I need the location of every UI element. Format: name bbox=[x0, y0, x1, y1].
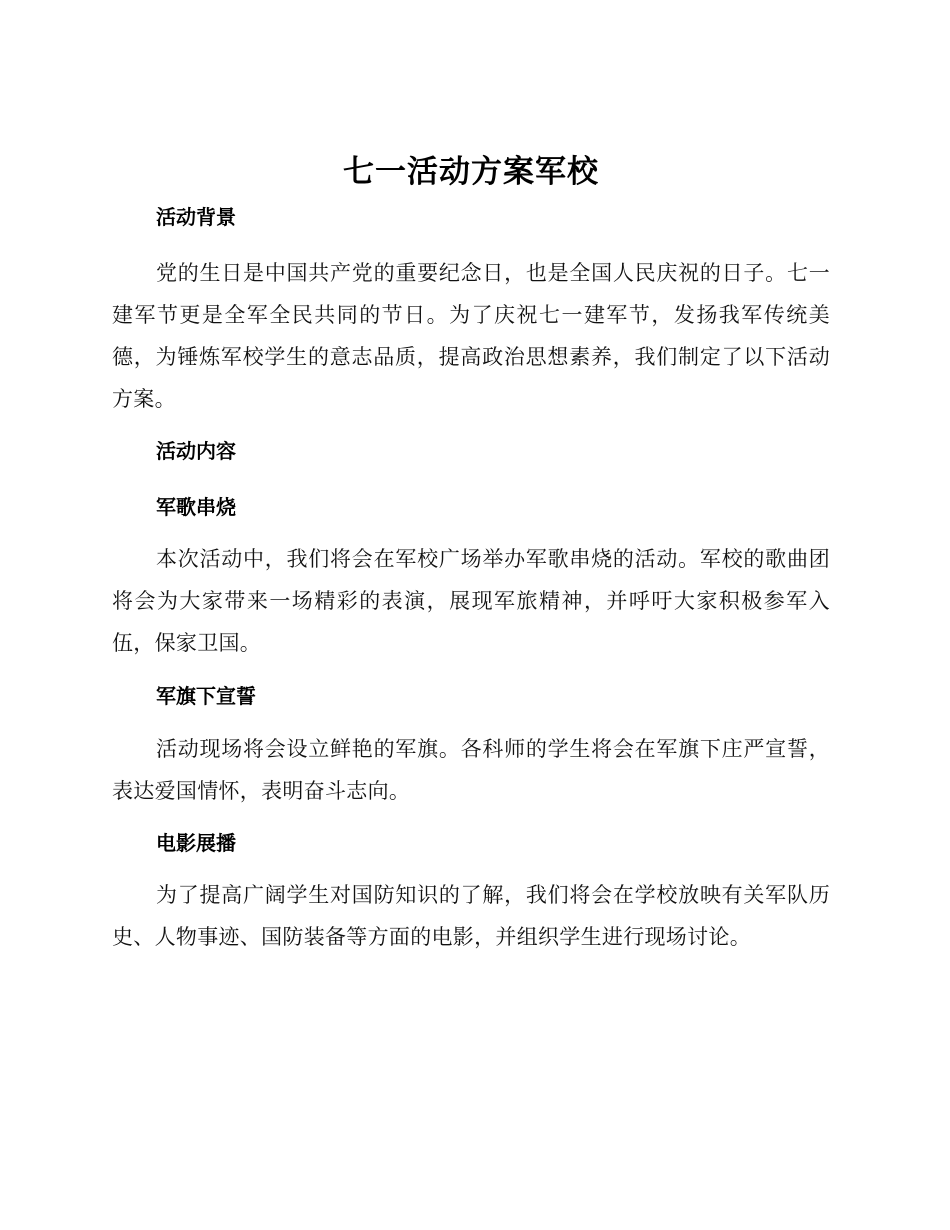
paragraph-background: 党的生日是中国共产党的重要纪念日，也是全国人民庆祝的日子。七一建军节更是全军全民共同的节日。为了庆祝七一建军节，发扬我军传统美德，为锤炼军校学生的意志品质，提高政治思想素养，我们制定了以下活动方案。 bbox=[112, 261, 830, 411]
section-heading-background: 活动背景 bbox=[156, 205, 236, 229]
paragraph-flag-oath: 活动现场将会设立鲜艳的军旗。各科师的学生将会在军旗下庄严宣誓，表达爱国情怀，表明奋斗志向。 bbox=[112, 737, 830, 803]
document-page bbox=[112, 150, 830, 958]
document-title: 七一活动方案军校 bbox=[343, 154, 599, 190]
subheading-flag-oath: 军旗下宣誓 bbox=[156, 684, 256, 708]
section-heading-content: 活动内容 bbox=[156, 439, 236, 463]
subheading-song-medley: 军歌串烧 bbox=[156, 495, 236, 519]
paragraph-song-medley: 本次活动中，我们将会在军校广场举办军歌串烧的活动。军校的歌曲团将会为大家带来一场精彩的表演，展现军旅精神，并呼吁大家积极参军入伍，保家卫国。 bbox=[112, 547, 830, 655]
paragraph-film-screening: 为了提高广阔学生对国防知识的了解，我们将会在学校放映有关军队历史、人物事迹、国防装备等方面的电影，并组织学生进行现场讨论。 bbox=[112, 883, 830, 949]
subheading-film-screening: 电影展播 bbox=[156, 831, 236, 855]
